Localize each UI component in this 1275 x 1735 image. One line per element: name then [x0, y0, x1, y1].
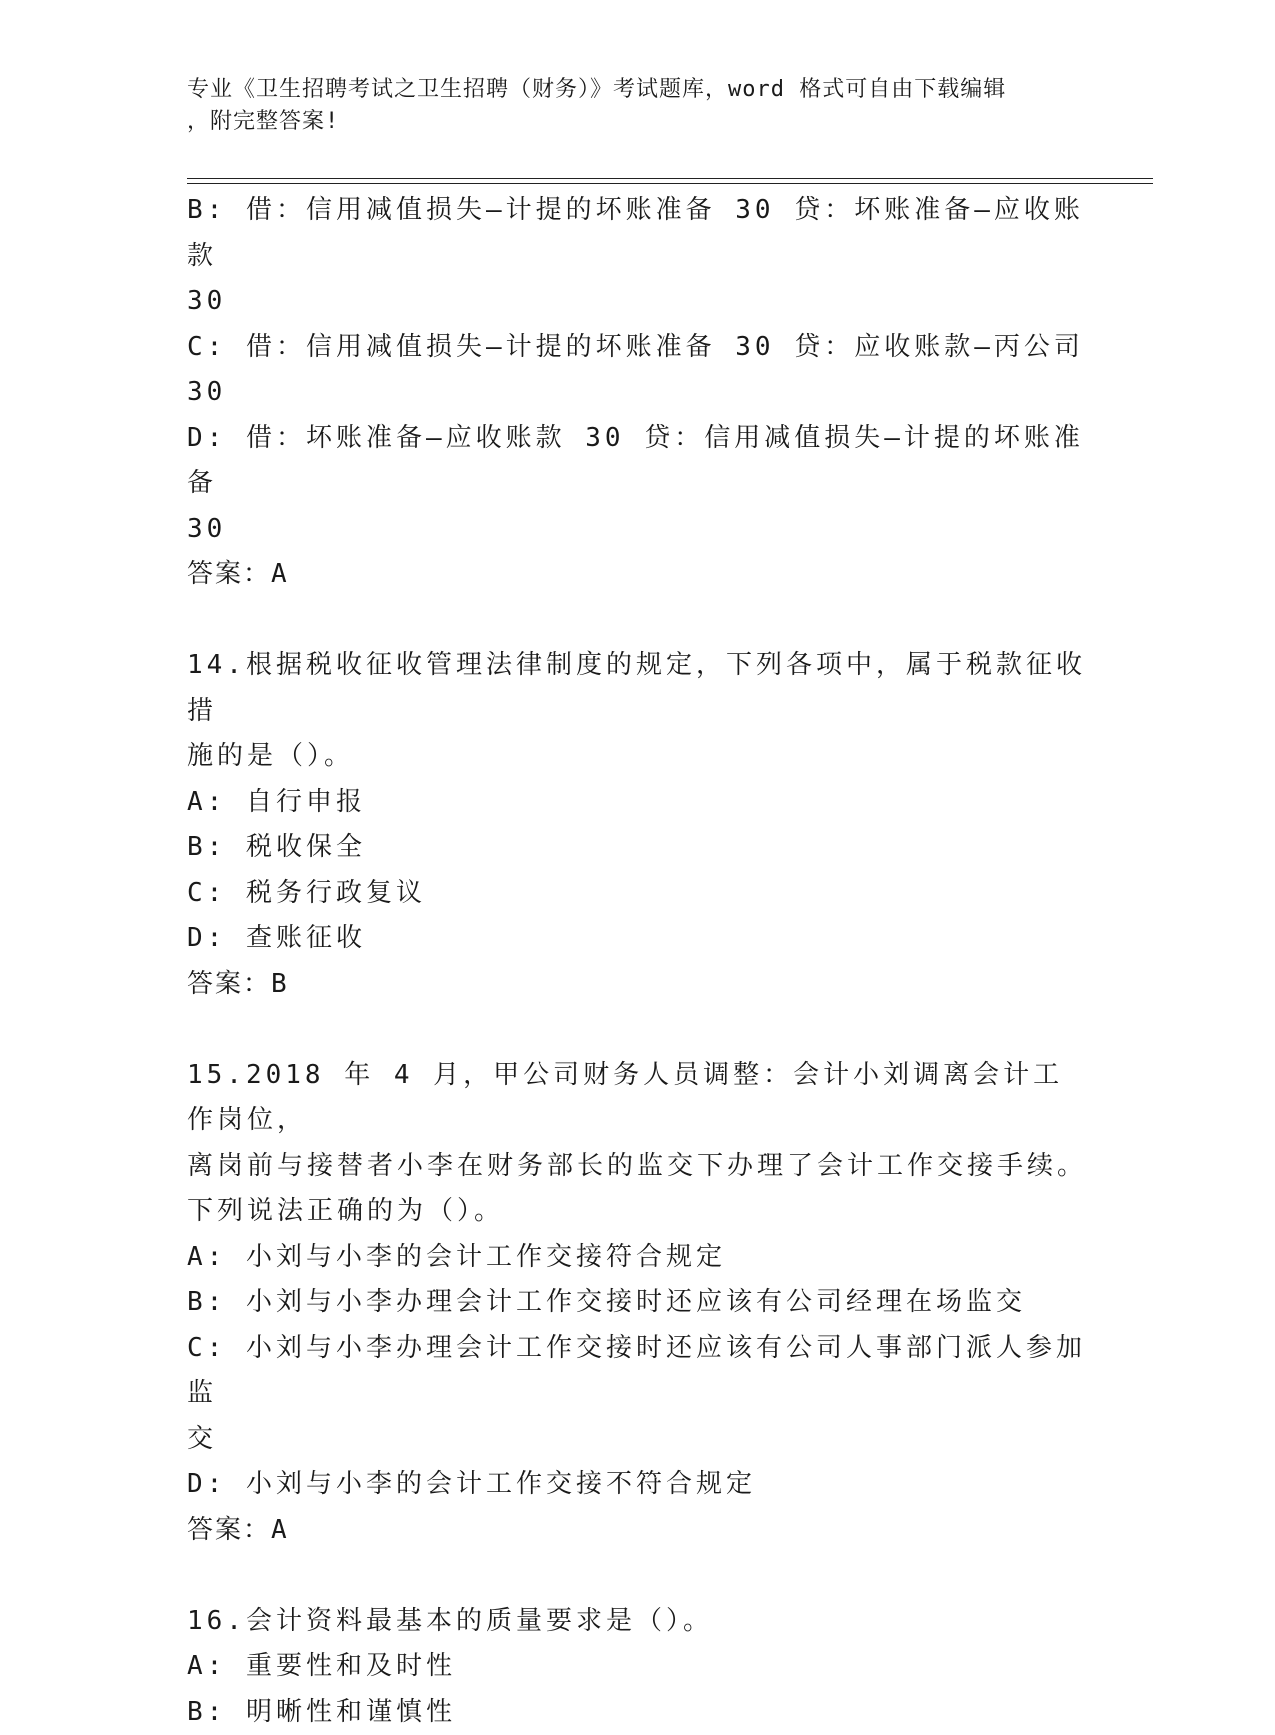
question-stem: 14.根据税收征收管理法律制度的规定，下列各项中，属于税款征收措 — [187, 643, 1087, 734]
question-stem: 16.会计资料最基本的质量要求是（）。 — [187, 1599, 1087, 1645]
document-header — [187, 74, 1067, 138]
spacer — [187, 1007, 1087, 1053]
answer — [187, 962, 1087, 1008]
document-body — [187, 188, 1087, 1735]
answer-label: 答案： — [187, 1515, 271, 1545]
header-title-line: 专业《卫生招聘考试之卫生招聘（财务）》考试题库，word 格式可自由下载编辑 — [187, 74, 1067, 106]
option-a: A: 重要性和及时性 — [187, 1644, 1087, 1690]
option-a: A: 小刘与小李的会计工作交接符合规定 — [187, 1235, 1087, 1281]
option-d: D: 查账征收 — [187, 916, 1087, 962]
answer-value: A — [271, 559, 289, 589]
header-divider-bottom — [187, 183, 1153, 184]
option-b: B: 明晰性和谨慎性 — [187, 1690, 1087, 1735]
option-c: C: 小刘与小李办理会计工作交接时还应该有公司人事部门派人参加监 — [187, 1326, 1087, 1417]
answer — [187, 1508, 1087, 1554]
question-16 — [187, 1599, 1087, 1735]
option-d: D: 借：坏账准备—应收账款 30 贷：信用减值损失—计提的坏账准备 — [187, 416, 1087, 507]
option-a: A: 自行申报 — [187, 780, 1087, 826]
question-stem: 15.2018 年 4 月，甲公司财务人员调整：会计小刘调离会计工作岗位， — [187, 1053, 1087, 1144]
header-title-line-cont: ，附完整答案! — [187, 106, 1067, 138]
spacer — [187, 1553, 1087, 1599]
answer — [187, 552, 1087, 598]
answer-label: 答案： — [187, 969, 271, 999]
option-d-cont: 30 — [187, 507, 1087, 553]
option-b-cont: 30 — [187, 279, 1087, 325]
question-15 — [187, 1053, 1087, 1554]
question-stem-cont: 离岗前与接替者小李在财务部长的监交下办理了会计工作交接手续。 — [187, 1144, 1087, 1190]
option-c: C: 税务行政复议 — [187, 871, 1087, 917]
answer-label: 答案： — [187, 559, 271, 589]
spacer — [187, 598, 1087, 644]
option-c: C: 借：信用减值损失—计提的坏账准备 30 贷：应收账款—丙公司 30 — [187, 325, 1087, 416]
question-13-tail — [187, 188, 1087, 598]
question-14 — [187, 643, 1087, 1007]
question-stem-cont: 施的是（）。 — [187, 734, 1087, 780]
option-d: D: 小刘与小李的会计工作交接不符合规定 — [187, 1462, 1087, 1508]
answer-value: A — [271, 1515, 289, 1545]
option-b: B: 借：信用减值损失—计提的坏账准备 30 贷：坏账准备—应收账款 — [187, 188, 1087, 279]
header-divider-top — [187, 178, 1153, 179]
question-stem-cont: 下列说法正确的为（）。 — [187, 1189, 1087, 1235]
option-c-cont: 交 — [187, 1417, 1087, 1463]
answer-value: B — [271, 969, 289, 999]
option-b: B: 税收保全 — [187, 825, 1087, 871]
option-b: B: 小刘与小李办理会计工作交接时还应该有公司经理在场监交 — [187, 1280, 1087, 1326]
